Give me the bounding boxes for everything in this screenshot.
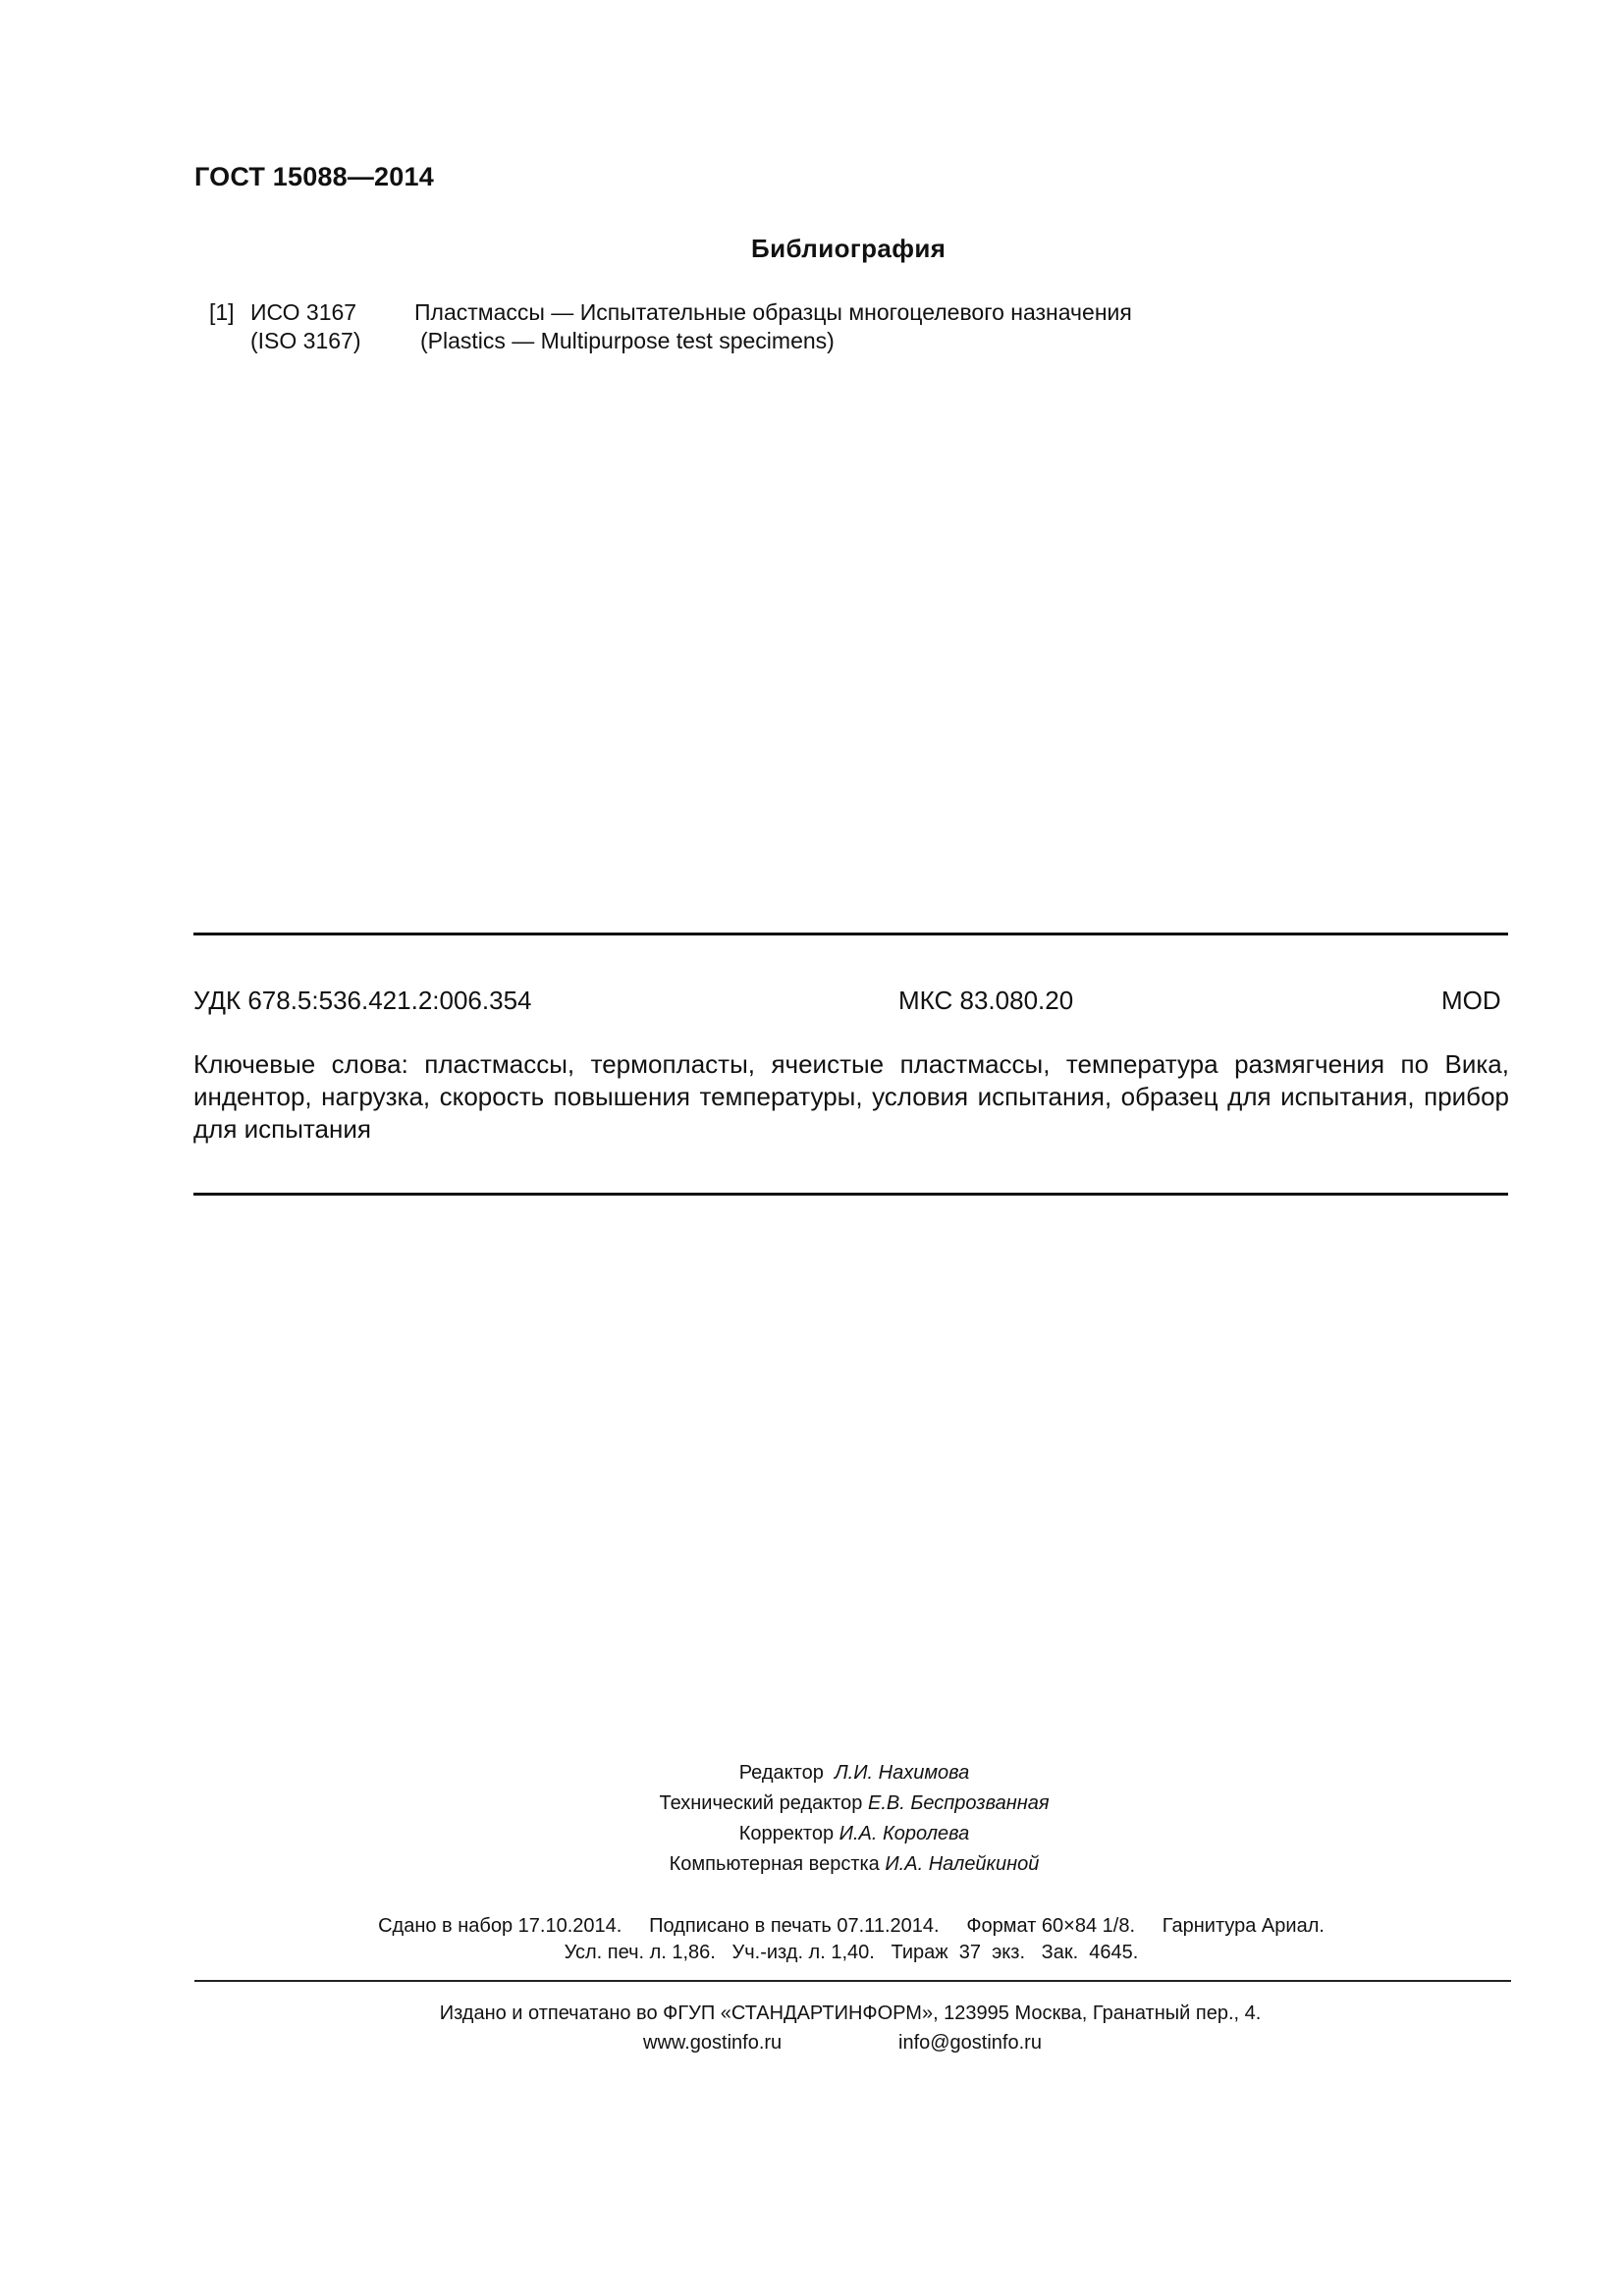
credit-role: Компьютерная верстка: [669, 1853, 880, 1875]
mod-label: MOD: [1441, 986, 1501, 1015]
bottom-divider: [193, 1193, 1508, 1196]
credit-role: Редактор: [738, 1762, 824, 1784]
udk-code: УДК 678.5:536.421.2:006.354: [193, 986, 532, 1015]
credit-editor: [412, 1758, 1296, 1789]
credit-role: Корректор: [738, 1823, 835, 1844]
credit-name: Е.В. Беспрозванная: [867, 1792, 1050, 1814]
document-code: ГОСТ 15088—2014: [194, 162, 434, 191]
bibliography-entry-title-ru: Пластмассы — Испытательные образцы многоцелевого назначения: [414, 299, 1132, 325]
imprint-divider: [194, 1980, 1511, 1982]
credit-technical-editor: [412, 1789, 1296, 1819]
publisher-website[interactable]: www.gostinfo.ru: [643, 2032, 783, 2054]
credit-name: Л.И. Нахимова: [834, 1762, 970, 1784]
mks-code: МКС 83.080.20: [898, 986, 1074, 1015]
credit-role: Технический редактор: [659, 1792, 863, 1814]
publisher-line: Издано и отпечатано во ФГУП «СТАНДАРТИНФОРМ», 123995 Москва, Гранатный пер., 4.: [439, 2002, 1262, 2024]
bibliography-entry-title-en: (Plastics — Multipurpose test specimens): [420, 328, 835, 353]
credit-proofreader: [412, 1819, 1296, 1849]
print-info-line-2: Усл. печ. л. 1,86. Уч.-изд. л. 1,40. Тираж 37 экз. Зак. 4645.: [564, 1942, 1139, 1963]
credit-name: И.А. Налейкиной: [885, 1853, 1040, 1875]
keywords: Ключевые слова: пластмассы, термопласты, ячеистые пластмассы, температура размягчения по Вика, индентор, нагрузка, скорость повышения температуры, условия испытания, образец для испытания, прибор для испытания: [193, 1049, 1509, 1144]
publisher-email[interactable]: info@gostinfo.ru: [898, 2032, 1042, 2054]
bibliography-entry-code-en: (ISO 3167): [250, 328, 361, 353]
bibliography-entry-code-ru: ИСО 3167: [250, 299, 357, 325]
bibliography-entry-number: [1]: [209, 299, 235, 325]
top-divider: [193, 933, 1508, 935]
credits-block: [412, 1758, 1296, 1880]
credit-layout: [412, 1849, 1296, 1880]
bibliography-title: Библиография: [751, 234, 947, 263]
print-info-line-1: Сдано в набор 17.10.2014. Подписано в печать 07.11.2014. Формат 60×84 1/8. Гарнитура Ариал.: [378, 1915, 1325, 1937]
credit-name: И.А. Королева: [839, 1823, 970, 1844]
